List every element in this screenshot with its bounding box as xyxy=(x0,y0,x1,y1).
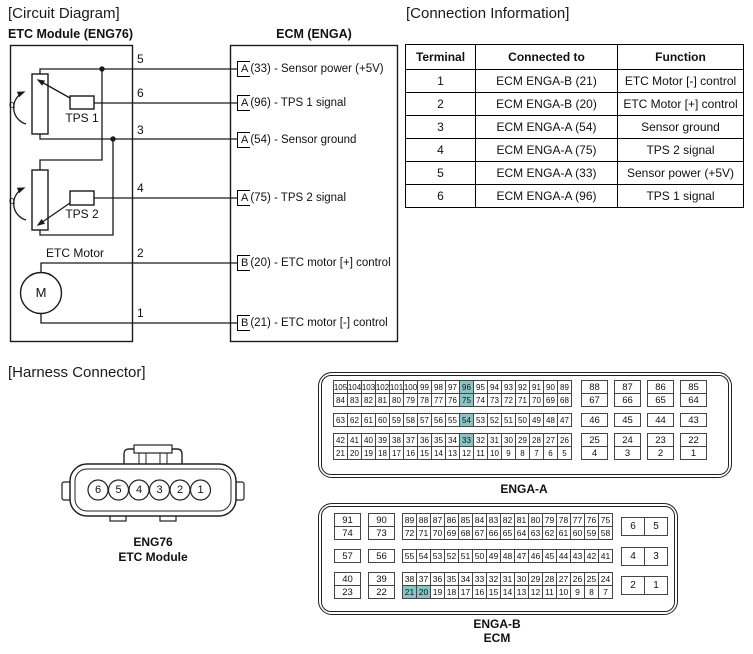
pin-24: 24 xyxy=(614,433,641,447)
junction-dot xyxy=(110,136,115,141)
pin-101: 101 xyxy=(389,380,404,394)
pin-45: 45 xyxy=(614,413,641,427)
col-function: Function xyxy=(618,45,744,70)
eng76-pin-5: 5 xyxy=(115,484,122,496)
table-cell: ETC Motor [+] control xyxy=(618,93,744,116)
pin-81: 81 xyxy=(375,393,390,407)
pin-34: 34 xyxy=(458,572,473,586)
table-cell: 6 xyxy=(406,185,476,208)
pin-41: 41 xyxy=(598,549,613,563)
pin-82: 82 xyxy=(500,513,515,527)
table-cell: ECM ENGA-A (75) xyxy=(476,139,618,162)
etc-module-title: ETC Module (ENG76) xyxy=(8,27,134,41)
pin-16: 16 xyxy=(472,585,487,599)
pin-13: 13 xyxy=(445,446,460,460)
pin-50: 50 xyxy=(515,413,530,427)
pin-2: 2 xyxy=(621,576,645,595)
eng76-pin-2: 2 xyxy=(176,484,184,496)
pin-69: 69 xyxy=(444,526,459,540)
pin-12: 12 xyxy=(459,446,474,460)
pin-81: 81 xyxy=(514,513,529,527)
pin-21: 21 xyxy=(402,585,417,599)
pin-47: 47 xyxy=(557,413,572,427)
pin-33: 33 xyxy=(459,433,474,447)
wire-pin-label: 2 xyxy=(137,246,144,260)
pin-105: 105 xyxy=(333,380,348,394)
pin-29: 29 xyxy=(528,572,543,586)
pin-21: 21 xyxy=(333,446,348,460)
pin-53: 53 xyxy=(430,549,445,563)
pin-46: 46 xyxy=(528,549,543,563)
pin-75: 75 xyxy=(459,393,474,407)
connection-table xyxy=(405,44,744,208)
pin-36: 36 xyxy=(417,433,432,447)
pin-90: 90 xyxy=(543,380,558,394)
eng76-pin-4: 4 xyxy=(135,484,143,496)
pin-96: 96 xyxy=(459,380,474,394)
pin-55: 55 xyxy=(445,413,460,427)
pin-26: 26 xyxy=(557,433,572,447)
pin-19: 19 xyxy=(361,446,376,460)
pin-31: 31 xyxy=(500,572,515,586)
pin-51: 51 xyxy=(458,549,473,563)
eng76-pin-1: 1 xyxy=(197,484,204,496)
pin-11: 11 xyxy=(473,446,488,460)
tps1-potentiometer xyxy=(32,74,48,134)
pin-91: 91 xyxy=(334,513,361,527)
connector-letter-box: B xyxy=(237,255,250,271)
table-cell: ECM ENGA-A (33) xyxy=(476,162,618,185)
pin-87: 87 xyxy=(614,380,641,394)
pin-59: 59 xyxy=(584,526,599,540)
pin-90: 90 xyxy=(368,513,395,527)
pin-74: 74 xyxy=(334,526,361,540)
pin-38: 38 xyxy=(389,433,404,447)
pin-38: 38 xyxy=(402,572,417,586)
pin-65: 65 xyxy=(500,526,515,540)
pin-59: 59 xyxy=(389,413,404,427)
pin-49: 49 xyxy=(486,549,501,563)
pin-6: 6 xyxy=(543,446,558,460)
pin-69: 69 xyxy=(543,393,558,407)
table-cell: Sensor power (+5V) xyxy=(618,162,744,185)
pin-70: 70 xyxy=(529,393,544,407)
connector-letter-box: A xyxy=(237,95,250,111)
pin-40: 40 xyxy=(334,572,361,586)
pin-60: 60 xyxy=(375,413,390,427)
table-cell: ECM ENGA-A (96) xyxy=(476,185,618,208)
pin-55: 55 xyxy=(402,549,417,563)
pin-93: 93 xyxy=(501,380,516,394)
connector-letter-box: A xyxy=(237,190,250,206)
pin-28: 28 xyxy=(529,433,544,447)
pin-88: 88 xyxy=(416,513,431,527)
junction-dot xyxy=(99,66,104,71)
pin-24: 24 xyxy=(598,572,613,586)
pin-16: 16 xyxy=(403,446,418,460)
pin-80: 80 xyxy=(528,513,543,527)
table-cell: 3 xyxy=(406,116,476,139)
pin-57: 57 xyxy=(417,413,432,427)
pin-72: 72 xyxy=(402,526,417,540)
pin-14: 14 xyxy=(431,446,446,460)
pin-47: 47 xyxy=(514,549,529,563)
pin-52: 52 xyxy=(444,549,459,563)
pin-78: 78 xyxy=(556,513,571,527)
connection-table-body xyxy=(406,70,744,208)
pin-30: 30 xyxy=(514,572,529,586)
pin-43: 43 xyxy=(680,413,707,427)
pin-58: 58 xyxy=(598,526,613,540)
pin-19: 19 xyxy=(430,585,445,599)
tps2-alpha-label: α xyxy=(9,195,16,207)
table-row xyxy=(406,93,744,116)
table-header-row xyxy=(406,45,744,70)
eng76-subtitle: ETC Module xyxy=(118,550,188,564)
pin-102: 102 xyxy=(375,380,390,394)
pin-18: 18 xyxy=(444,585,459,599)
pin-98: 98 xyxy=(431,380,446,394)
pin-29: 29 xyxy=(515,433,530,447)
pin-17: 17 xyxy=(389,446,404,460)
pin-46: 46 xyxy=(581,413,608,427)
wire-pin-label: 5 xyxy=(137,52,144,66)
harness-connector-title: [Harness Connector] xyxy=(8,364,146,381)
pin-42: 42 xyxy=(333,433,348,447)
table-cell: 1 xyxy=(406,70,476,93)
wire-pin-label: 3 xyxy=(137,123,144,137)
connector-letter-box: A xyxy=(237,132,250,148)
pin-85: 85 xyxy=(458,513,473,527)
pin-89: 89 xyxy=(402,513,417,527)
pin-7: 7 xyxy=(598,585,613,599)
pin-63: 63 xyxy=(528,526,543,540)
pin-95: 95 xyxy=(473,380,488,394)
pin-6: 6 xyxy=(621,517,645,536)
pin-79: 79 xyxy=(403,393,418,407)
pin-57: 57 xyxy=(334,549,361,563)
pin-84: 84 xyxy=(333,393,348,407)
pin-76: 76 xyxy=(584,513,599,527)
pin-67: 67 xyxy=(472,526,487,540)
pin-62: 62 xyxy=(347,413,362,427)
table-cell: 5 xyxy=(406,162,476,185)
wire-pin-label: 4 xyxy=(137,181,144,195)
pin-48: 48 xyxy=(543,413,558,427)
pin-27: 27 xyxy=(543,433,558,447)
pin-85: 85 xyxy=(680,380,707,394)
pin-63: 63 xyxy=(333,413,348,427)
pin-76: 76 xyxy=(445,393,460,407)
pin-17: 17 xyxy=(458,585,473,599)
pin-15: 15 xyxy=(486,585,501,599)
pin-20: 20 xyxy=(416,585,431,599)
pin-1: 1 xyxy=(680,446,707,460)
pin-31: 31 xyxy=(487,433,502,447)
pin-68: 68 xyxy=(458,526,473,540)
enga-a-label: ENGA-A xyxy=(500,482,548,496)
pin-10: 10 xyxy=(487,446,502,460)
ecm-terminal-entry: A (96) - TPS 1 signal xyxy=(237,95,346,111)
pin-52: 52 xyxy=(487,413,502,427)
pin-32: 32 xyxy=(486,572,501,586)
pin-53: 53 xyxy=(473,413,488,427)
pin-20: 20 xyxy=(347,446,362,460)
pin-25: 25 xyxy=(581,433,608,447)
pin-83: 83 xyxy=(486,513,501,527)
pin-83: 83 xyxy=(347,393,362,407)
pin-64: 64 xyxy=(514,526,529,540)
pin-74: 74 xyxy=(473,393,488,407)
pin-30: 30 xyxy=(501,433,516,447)
table-cell: ECM ENGA-A (54) xyxy=(476,116,618,139)
pin-11: 11 xyxy=(542,585,557,599)
connection-info-title: [Connection Information] xyxy=(406,5,570,22)
eng76-pin-3: 3 xyxy=(156,484,163,496)
ecm-terminal-entry: A (33) - Sensor power (+5V) xyxy=(237,61,384,77)
pin-87: 87 xyxy=(430,513,445,527)
pin-35: 35 xyxy=(431,433,446,447)
pin-12: 12 xyxy=(528,585,543,599)
connector-letter-box: A xyxy=(237,61,250,77)
tps1-element-box xyxy=(70,96,94,109)
col-connected-to: Connected to xyxy=(476,45,618,70)
pin-66: 66 xyxy=(486,526,501,540)
pin-34: 34 xyxy=(445,433,460,447)
enga-a-connector xyxy=(318,372,732,478)
pin-7: 7 xyxy=(529,446,544,460)
enga-b-connector xyxy=(318,503,678,615)
ecm-title: ECM (ENGA) xyxy=(276,27,352,41)
table-row xyxy=(406,162,744,185)
pin-25: 25 xyxy=(584,572,599,586)
pin-65: 65 xyxy=(647,393,674,407)
table-row xyxy=(406,139,744,162)
table-cell: 2 xyxy=(406,93,476,116)
eng76-pin-6: 6 xyxy=(94,484,102,496)
pin-56: 56 xyxy=(368,549,395,563)
pin-62: 62 xyxy=(542,526,557,540)
ecm-terminal-entry: B (21) - ETC motor [-] control xyxy=(237,315,388,331)
pin-71: 71 xyxy=(515,393,530,407)
pin-8: 8 xyxy=(584,585,599,599)
pin-14: 14 xyxy=(500,585,515,599)
pin-39: 39 xyxy=(375,433,390,447)
pin-5: 5 xyxy=(557,446,572,460)
pin-72: 72 xyxy=(501,393,516,407)
pin-58: 58 xyxy=(403,413,418,427)
pin-60: 60 xyxy=(570,526,585,540)
enga-b-label: ENGA-B xyxy=(473,617,521,631)
pin-37: 37 xyxy=(403,433,418,447)
pin-103: 103 xyxy=(361,380,376,394)
eng76-name: ENG76 xyxy=(133,535,173,549)
ecm-terminal-entry: B (20) - ETC motor [+] control xyxy=(237,255,391,271)
tps1-label: TPS 1 xyxy=(65,111,99,125)
pin-15: 15 xyxy=(417,446,432,460)
pin-75: 75 xyxy=(598,513,613,527)
col-terminal: Terminal xyxy=(406,45,476,70)
pin-68: 68 xyxy=(557,393,572,407)
pin-70: 70 xyxy=(430,526,445,540)
pin-92: 92 xyxy=(515,380,530,394)
pin-80: 80 xyxy=(389,393,404,407)
pin-82: 82 xyxy=(361,393,376,407)
circuit-schematic xyxy=(0,0,410,352)
pin-9: 9 xyxy=(570,585,585,599)
enga-b-sublabel: ECM xyxy=(483,631,511,645)
pin-35: 35 xyxy=(444,572,459,586)
table-row xyxy=(406,116,744,139)
pin-88: 88 xyxy=(581,380,608,394)
pin-23: 23 xyxy=(334,585,361,599)
pin-86: 86 xyxy=(647,380,674,394)
pin-61: 61 xyxy=(361,413,376,427)
pin-44: 44 xyxy=(556,549,571,563)
pin-23: 23 xyxy=(647,433,674,447)
pin-78: 78 xyxy=(417,393,432,407)
table-cell: ECM ENGA-B (21) xyxy=(476,70,618,93)
pin-9: 9 xyxy=(501,446,516,460)
pin-3: 3 xyxy=(614,446,641,460)
pin-3: 3 xyxy=(644,547,668,566)
pin-28: 28 xyxy=(542,572,557,586)
tps1-alpha-label: α xyxy=(9,99,16,111)
pin-41: 41 xyxy=(347,433,362,447)
pin-13: 13 xyxy=(514,585,529,599)
pin-22: 22 xyxy=(368,585,395,599)
pin-89: 89 xyxy=(557,380,572,394)
pin-97: 97 xyxy=(445,380,460,394)
table-cell: 4 xyxy=(406,139,476,162)
pin-1: 1 xyxy=(644,576,668,595)
pin-22: 22 xyxy=(680,433,707,447)
pin-54: 54 xyxy=(459,413,474,427)
circuit-diagram-title: [Circuit Diagram] xyxy=(8,5,120,22)
pin-45: 45 xyxy=(542,549,557,563)
table-cell: TPS 1 signal xyxy=(618,185,744,208)
pin-26: 26 xyxy=(570,572,585,586)
table-cell: TPS 2 signal xyxy=(618,139,744,162)
connector-letter-box: B xyxy=(237,315,250,331)
table-cell: Sensor ground xyxy=(618,116,744,139)
pin-79: 79 xyxy=(542,513,557,527)
pin-36: 36 xyxy=(430,572,445,586)
pin-39: 39 xyxy=(368,572,395,586)
pin-77: 77 xyxy=(431,393,446,407)
table-row xyxy=(406,70,744,93)
pin-104: 104 xyxy=(347,380,362,394)
tps2-label: TPS 2 xyxy=(65,207,99,221)
pin-54: 54 xyxy=(416,549,431,563)
table-cell: ECM ENGA-B (20) xyxy=(476,93,618,116)
pin-5: 5 xyxy=(644,517,668,536)
pin-67: 67 xyxy=(581,393,608,407)
etc-motor-label: ETC Motor xyxy=(45,246,104,260)
pin-32: 32 xyxy=(473,433,488,447)
pin-99: 99 xyxy=(417,380,432,394)
pin-4: 4 xyxy=(621,547,645,566)
pin-64: 64 xyxy=(680,393,707,407)
pin-18: 18 xyxy=(375,446,390,460)
pin-48: 48 xyxy=(500,549,515,563)
pin-77: 77 xyxy=(570,513,585,527)
pin-43: 43 xyxy=(570,549,585,563)
pin-33: 33 xyxy=(472,572,487,586)
pin-94: 94 xyxy=(487,380,502,394)
pin-8: 8 xyxy=(515,446,530,460)
wire-pin-label: 6 xyxy=(137,86,144,100)
pin-66: 66 xyxy=(614,393,641,407)
pin-73: 73 xyxy=(368,526,395,540)
pin-61: 61 xyxy=(556,526,571,540)
pin-42: 42 xyxy=(584,549,599,563)
pin-71: 71 xyxy=(416,526,431,540)
eng76-pin-labels xyxy=(58,438,248,524)
tps2-element-box xyxy=(70,191,94,205)
wire-pin-label: 1 xyxy=(137,306,144,320)
pin-27: 27 xyxy=(556,572,571,586)
table-row xyxy=(406,185,744,208)
tps2-potentiometer xyxy=(32,170,48,230)
pin-4: 4 xyxy=(581,446,608,460)
pin-91: 91 xyxy=(529,380,544,394)
pin-84: 84 xyxy=(472,513,487,527)
pin-51: 51 xyxy=(501,413,516,427)
pin-50: 50 xyxy=(472,549,487,563)
pin-86: 86 xyxy=(444,513,459,527)
pin-56: 56 xyxy=(431,413,446,427)
pin-44: 44 xyxy=(647,413,674,427)
pin-40: 40 xyxy=(361,433,376,447)
motor-symbol: M xyxy=(35,285,47,300)
pin-2: 2 xyxy=(647,446,674,460)
pin-49: 49 xyxy=(529,413,544,427)
ecm-terminal-entry: A (54) - Sensor ground xyxy=(237,132,356,148)
pin-73: 73 xyxy=(487,393,502,407)
pin-10: 10 xyxy=(556,585,571,599)
ecm-terminal-entry: A (75) - TPS 2 signal xyxy=(237,190,346,206)
table-cell: ETC Motor [-] control xyxy=(618,70,744,93)
pin-37: 37 xyxy=(416,572,431,586)
pin-100: 100 xyxy=(403,380,418,394)
